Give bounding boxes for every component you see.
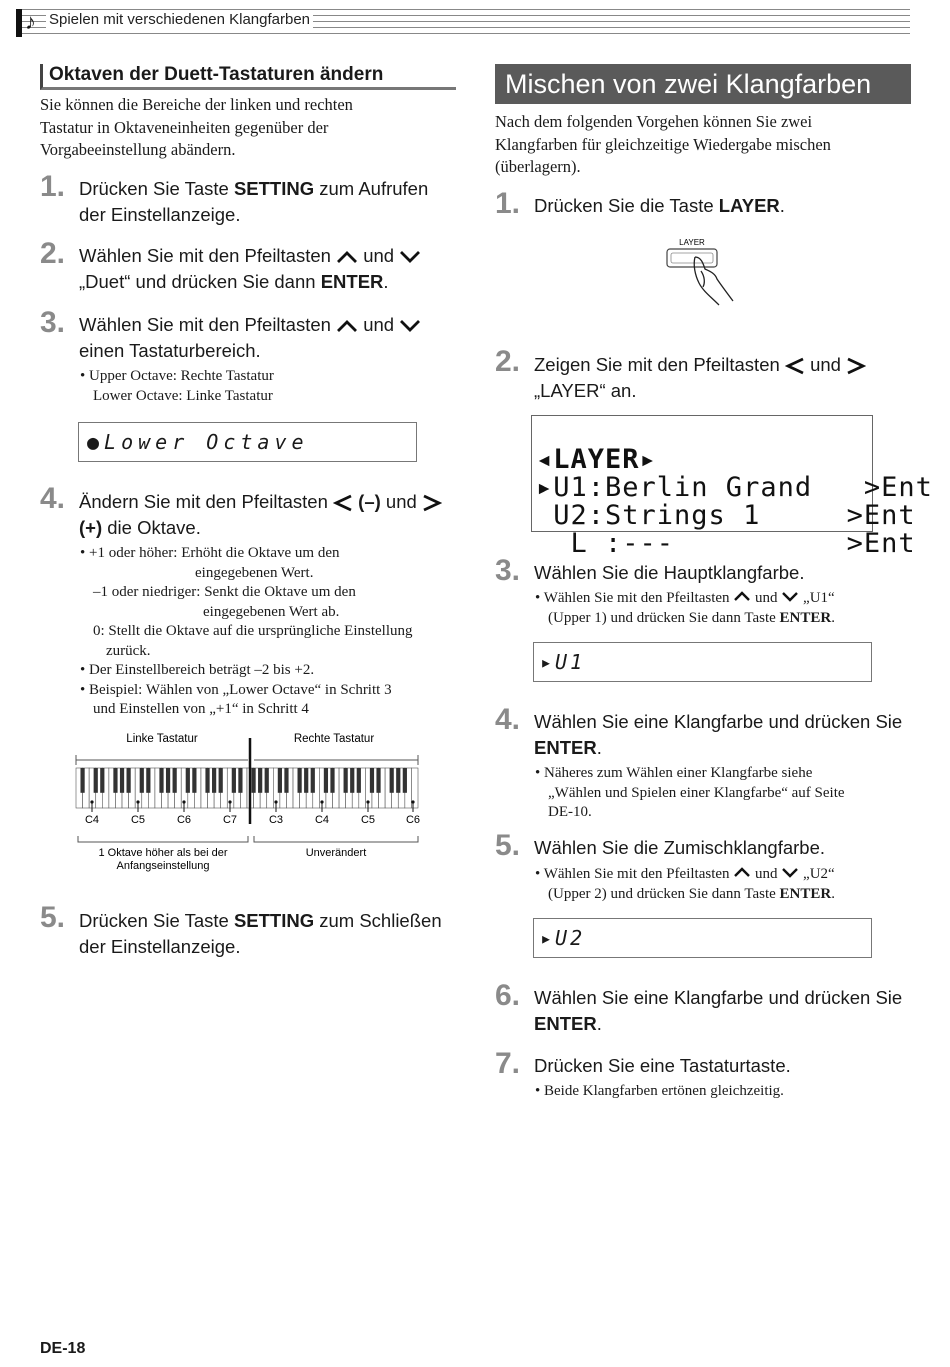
step-number: 2.	[40, 237, 66, 270]
step-number: 5.	[495, 829, 521, 862]
note-label: C4	[84, 814, 100, 826]
right-intro: Nach dem folgenden Vorgehen können Sie zwei Klangfarben für gleichzeitige Wiedergabe mischen (überlagern).	[495, 112, 831, 176]
black-key	[120, 768, 124, 793]
black-key	[304, 768, 308, 793]
chevron-up-icon	[733, 591, 751, 602]
key-enter: ENTER	[534, 1013, 597, 1034]
black-key	[205, 768, 209, 793]
music-note-icon: ♪	[25, 9, 36, 34]
page-number: DE-18	[40, 1340, 86, 1357]
label-initial-setting: Anfangseinstellung	[116, 860, 210, 872]
black-key	[376, 768, 380, 793]
chevron-left-icon	[333, 494, 353, 512]
lcd-u1: ▸U1	[533, 642, 872, 682]
black-key	[100, 768, 104, 793]
black-key	[357, 768, 361, 793]
black-key	[330, 768, 334, 793]
black-key	[212, 768, 216, 793]
black-key	[311, 768, 315, 793]
lcd-line: ◂LAYER▸	[536, 444, 657, 475]
note-label: C6	[176, 814, 192, 826]
black-key	[159, 768, 163, 793]
chevron-down-icon	[781, 591, 799, 602]
left-intro	[40, 94, 460, 162]
chevron-left-icon	[785, 357, 805, 375]
note-marker-dot	[274, 800, 277, 803]
label-right-keyboard: Rechte Tastatur	[293, 733, 375, 745]
label-left-keyboard: Linke Tastatur	[126, 733, 198, 745]
key-enter: ENTER	[534, 737, 597, 758]
black-key	[146, 768, 150, 793]
black-key	[232, 768, 236, 793]
note-marker-dot	[366, 800, 369, 803]
intro-line: Sie können die Bereiche der linken und rechten	[40, 95, 353, 114]
note-label: C7	[222, 814, 238, 826]
black-key	[370, 768, 374, 793]
step-bullets: • Upper Octave: Rechte Tastatur Lower Octave: Linke Tastatur	[80, 368, 274, 404]
note-marker-dot	[411, 800, 414, 803]
note-marker-dot	[136, 800, 139, 803]
chevron-down-icon	[399, 319, 421, 333]
label-unchanged: Unverändert	[305, 847, 367, 859]
step-text: Drücken Sie Taste SETTING zum Aufrufen der Einstellanzeige.	[79, 178, 429, 225]
step-text: Wählen Sie die Zumischklangfarbe.	[534, 837, 826, 858]
black-key	[140, 768, 144, 793]
lcd-line: L :--- >Ent	[536, 528, 916, 559]
chevron-up-icon	[336, 250, 358, 264]
step-text: Ändern Sie mit den Pfeiltasten (–) und (+) die Oktave.	[79, 489, 459, 541]
step-number: 3.	[40, 306, 66, 339]
step-bullets: • Näheres zum Wählen einer Klangfarbe siehe „Wählen und Spielen einer Klangfarbe“ auf Seite DE-10.	[535, 765, 845, 820]
black-key	[265, 768, 269, 793]
step-text: Wählen Sie eine Klangfarbe und drücken Sie ENTER.	[534, 987, 903, 1034]
note-marker-dot	[182, 800, 185, 803]
step-bullets: • Wählen Sie mit den Pfeiltasten und „U1“ (Upper 1) und drücken Sie dann Taste ENTER.	[535, 590, 835, 626]
black-key	[396, 768, 400, 793]
black-key	[390, 768, 394, 793]
black-key	[324, 768, 328, 793]
note-marker-dot	[90, 800, 93, 803]
lcd-lower-octave: ●Lower Octave	[78, 422, 417, 462]
black-key	[298, 768, 302, 793]
step-number: 5.	[40, 901, 66, 934]
layer-button-label: LAYER	[679, 238, 705, 247]
step-number: 2.	[495, 345, 521, 378]
step-number: 1.	[495, 187, 521, 220]
note-label: C4	[314, 814, 330, 826]
step-number: 4.	[40, 482, 66, 515]
layer-button	[667, 249, 717, 267]
black-key	[192, 768, 196, 793]
step-number: 1.	[40, 170, 66, 203]
intro-line: Tastatur in Oktaveneinheiten gegenüber der	[40, 117, 329, 137]
chevron-right-icon	[422, 494, 442, 512]
black-key	[80, 768, 84, 793]
step-bullets: • Beide Klangfarben ertönen gleichzeitig.	[535, 1083, 784, 1099]
note-label: C3	[268, 814, 284, 826]
key-setting: SETTING	[233, 178, 315, 199]
black-key	[403, 768, 407, 793]
section-title-layer: Mischen von zwei Klangfarben	[495, 64, 911, 104]
black-key	[238, 768, 242, 793]
step-text: Drücken Sie eine Tastaturtaste.	[534, 1055, 791, 1076]
chevron-up-icon	[733, 867, 751, 878]
section-title-octaves: Oktaven der Duett-Tastaturen ändern	[40, 64, 456, 90]
step-text: Wählen Sie die Hauptklangfarbe.	[534, 562, 805, 583]
chevron-down-icon	[399, 250, 421, 264]
step-number: 3.	[495, 554, 521, 587]
keyboard-diagram	[72, 728, 424, 878]
chevron-up-icon	[336, 319, 358, 333]
note-marker-dot	[228, 800, 231, 803]
black-key	[344, 768, 348, 793]
header-bar	[16, 9, 22, 37]
lcd-u2: ▸U2	[533, 918, 872, 958]
step-bullets: • +1 oder höher: Erhöht die Oktave um den eingegebenen Wert. –1 oder niedriger: Senkt die Oktave um den eingegebenen Wert ab. 0: Stellt die Oktave auf die ursprüngliche Einstellung zurück. • Der Einstellbereich beträgt –2 bis +2. • Beispiel: Wählen von „Lower Octave“ in Schritt 3 und Einstellen von „+1“ in Schritt 4	[80, 545, 413, 717]
black-key	[113, 768, 117, 793]
step-text: Wählen Sie eine Klangfarbe und drücken Sie ENTER.	[534, 711, 903, 758]
black-key	[219, 768, 223, 793]
step-text: Drücken Sie die Taste LAYER.	[534, 195, 785, 216]
lcd-layer-display	[531, 415, 933, 559]
step-text: Drücken Sie Taste SETTING zum Schließen der Einstellanzeige.	[79, 910, 442, 957]
key-enter: ENTER	[320, 271, 384, 292]
note-label: C5	[360, 814, 376, 826]
black-key	[258, 768, 262, 793]
black-key	[284, 768, 288, 793]
note-label: C6	[405, 814, 421, 826]
key-setting: SETTING	[233, 910, 315, 931]
step-number: 6.	[495, 979, 521, 1012]
black-key	[166, 768, 170, 793]
black-key	[186, 768, 190, 793]
layer-button-illustration	[655, 235, 745, 310]
black-key	[173, 768, 177, 793]
black-key	[127, 768, 131, 793]
step-number: 7.	[495, 1047, 521, 1080]
note-label: C5	[130, 814, 146, 826]
lcd-line: U2:Strings 1 >Ent	[536, 500, 916, 531]
step-number: 4.	[495, 703, 521, 736]
intro-line: Vorgabeeinstellung abändern.	[40, 140, 236, 159]
key-layer: LAYER	[718, 195, 780, 216]
step-text: Wählen Sie mit den Pfeiltasten und einen Tastaturbereich.	[79, 312, 459, 364]
lcd-line: ▸U1:Berlin Grand >Ent	[536, 472, 933, 503]
black-key	[251, 768, 255, 793]
label-one-octave-higher: 1 Oktave höher als bei der	[98, 847, 228, 859]
step-text: Wählen Sie mit den Pfeiltasten und „Duet“ und drücken Sie dann ENTER.	[79, 243, 459, 295]
note-marker-dot	[320, 800, 323, 803]
chevron-down-icon	[781, 867, 799, 878]
black-key	[350, 768, 354, 793]
chevron-right-icon	[846, 357, 866, 375]
header-title: Spielen mit verschiedenen Klangfarben	[46, 11, 313, 28]
black-key	[278, 768, 282, 793]
black-key	[94, 768, 98, 793]
step-text: Zeigen Sie mit den Pfeiltasten und „LAYER“ an.	[534, 352, 914, 404]
step-bullets: • Wählen Sie mit den Pfeiltasten und „U2“ (Upper 2) und drücken Sie dann Taste ENTER.	[535, 866, 835, 902]
